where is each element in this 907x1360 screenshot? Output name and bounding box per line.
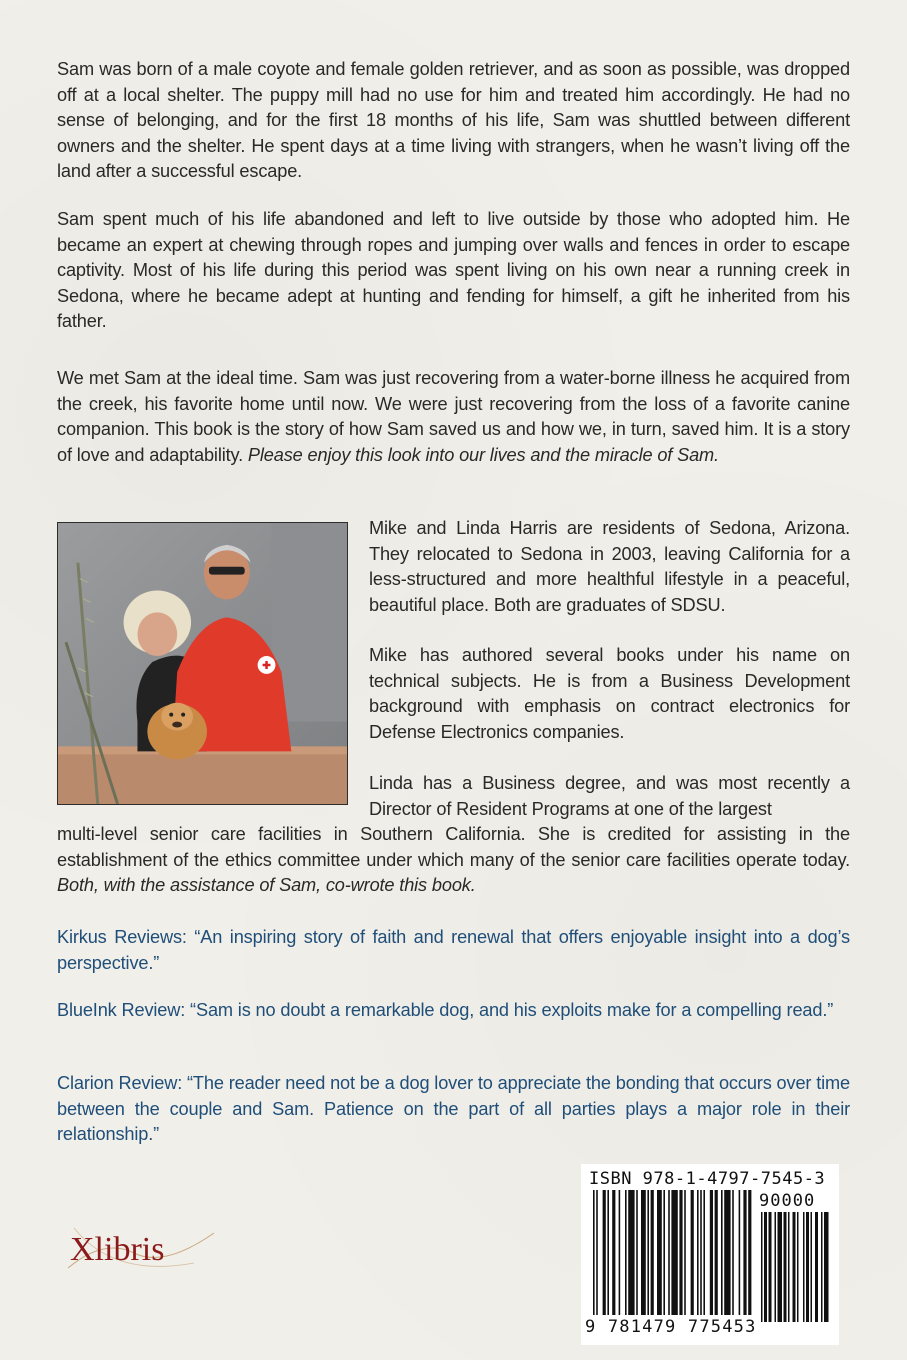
publisher-logo-text: Xlibris — [70, 1231, 165, 1268]
isbn-barcode — [581, 1164, 839, 1345]
description-paragraph-3 — [57, 366, 850, 468]
author-photo — [57, 522, 348, 805]
review-clarion: Clarion Review: “The reader need not be a dog lover to appreciate the bonding that occurs over time between the couple and Sam. Patience on the part of all parties plays a major role in their relationship.” — [57, 1073, 850, 1145]
author-bio-paragraph-3-end — [57, 822, 850, 899]
price-code: 90000 — [759, 1191, 816, 1211]
description-paragraph-2: Sam spent much of his life abandoned and left to live outside by those who adopted him. He became an expert at chewing through ropes and jumping over walls and fences in order to escape captivity. Most of his life during this period was spent living on his own near a running creek in Sedona, where he became adept at hunting and fending for himself, a gift he inherited from his father. — [57, 209, 850, 332]
description-paragraph-3-text: We met Sam at the ideal time. Sam was just recovering from a water-borne illness he acquired from the creek, his favorite home until now. We were just recovering from the loss of a favorite canine companion. This book is the story of how Sam saved us and how we, in turn, saved him. It is a story of love and adaptability. — [57, 368, 850, 465]
author-bio-paragraph-1: Mike and Linda Harris are residents of Sedona, Arizona. They relocated to Sedona in 2003, leaving California for a less-structured and more healthful lifestyle in a peaceful, beautiful place. Both are graduates of SDSU. — [369, 518, 850, 615]
ean-number: 9 781479 775453 — [585, 1317, 757, 1337]
isbn-label: ISBN 978-1-4797-7545-3 — [589, 1169, 826, 1189]
author-bio-paragraph-3-start: Linda has a Business degree, and was most recently a Director of Resident Programs at one of the largest — [369, 773, 850, 819]
publisher-logo — [64, 1218, 224, 1278]
description-closing-italic: Please enjoy this look into our lives and the miracle of Sam. — [247, 444, 719, 465]
review-blueink: BlueInk Review: “Sam is no doubt a remarkable dog, and his exploits make for a compelling read.” — [57, 1000, 834, 1020]
author-bio-paragraph-2: Mike has authored several books under his name on technical subjects. He is from a Business Development background with emphasis on contract electronics for Defense Electronics companies. — [369, 645, 850, 742]
author-bio-paragraph-3-text: multi-level senior care facilities in Southern California. She is credited for assisting in the establishment of the ethics committee under which many of the senior care facilities operate today. — [57, 824, 850, 870]
author-bio-italic: Both, with the assistance of Sam, co-wrote this book. — [57, 875, 476, 896]
addon-barcode-bars — [761, 1212, 833, 1330]
review-kirkus: Kirkus Reviews: “An inspiring story of faith and renewal that offers enjoyable insight into a dog’s perspective.” — [57, 927, 850, 973]
description-paragraph-1: Sam was born of a male coyote and female golden retriever, and as soon as possible, was dropped off at a local shelter. The puppy mill had no use for him and treated him accordingly. He had no sense of belonging, and for the first 18 months of his life, Sam was shuttled between different owners and the shelter. He spent days at a time living with strangers, when he wasn’t living off the land after a successful escape. — [57, 59, 850, 182]
ean-barcode-bars — [593, 1190, 753, 1330]
